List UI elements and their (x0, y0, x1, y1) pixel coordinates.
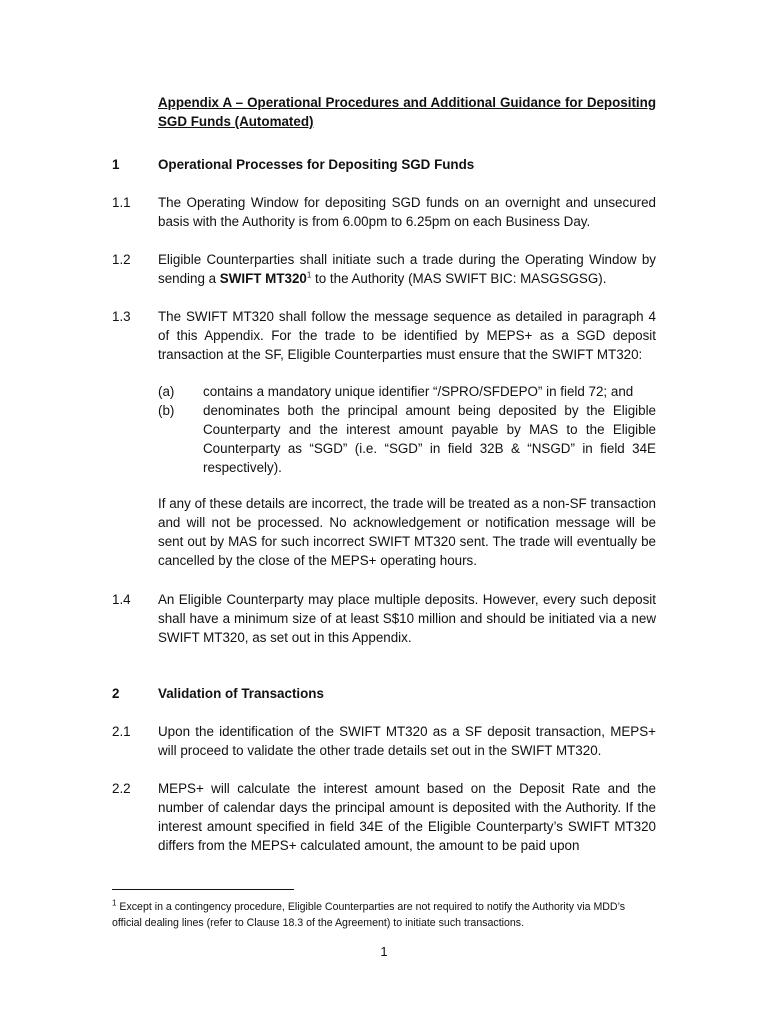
section-2-heading (112, 684, 656, 703)
footnote-reference: 1 (306, 270, 312, 280)
paragraph-text: An Eligible Counterparty may place multiple deposits. However, every such deposit shall have a minimum size of at least S$10 million and should be initiated via a new SWIFT MT320, as set out in this Appendix. (158, 592, 656, 645)
paragraph-2-1 (112, 722, 656, 760)
paragraph-text: Upon the identification of the SWIFT MT320 as a SF deposit transaction, MEPS+ will proceed to validate the other trade details set out in the SWIFT MT320. (158, 724, 656, 758)
paragraph-text-part: to the Authority (MAS SWIFT BIC: MASGSGSG). (311, 271, 607, 286)
footnote (112, 899, 652, 931)
paragraph-1-1 (112, 193, 656, 231)
paragraph-1-3 (112, 307, 656, 364)
section-title: Validation of Transactions (158, 686, 324, 701)
paragraph-number: 2.1 (112, 724, 131, 739)
footnote-mark: 1 (112, 898, 117, 908)
appendix-title: Appendix A – Operational Procedures and Additional Guidance for Depositing SGD Funds (Automated) (158, 95, 656, 129)
paragraph-text (158, 250, 656, 288)
paragraph-number: 1.4 (112, 592, 131, 607)
list-item-a (158, 382, 656, 401)
paragraph-text: The SWIFT MT320 shall follow the message sequence as detailed in paragraph 4 of this Appendix. For the trade to be identified by MEPS+ as a SGD deposit transaction at the SF, Eligible Counterparties must ensure that the SWIFT MT320: (158, 309, 656, 362)
footnote-text: Except in a contingency procedure, Eligible Counterparties are not required to notify the Authority via MDD’s official dealing lines (refer to Clause 18.3 of the Agreement) to initiate such transactions. (112, 901, 626, 929)
section-number: 1 (112, 157, 120, 172)
section-title: Operational Processes for Depositing SGD Funds (158, 157, 475, 172)
list-label: (a) (158, 384, 175, 399)
footnote-separator (112, 889, 294, 890)
paragraph-number: 2.2 (112, 781, 131, 796)
section-1-heading (112, 155, 656, 174)
paragraph-number: 1.3 (112, 309, 131, 324)
list-item-b (158, 401, 656, 477)
list-text: contains a mandatory unique identifier “/SPRO/SFDEPO” in field 72; and (203, 384, 634, 399)
paragraph-2-2 (112, 779, 656, 855)
paragraph-text-part: Eligible Counterparties shall initiate such a trade during the Operating Window by sending a (158, 252, 656, 286)
list-label: (b) (158, 403, 175, 418)
paragraph-1-2 (112, 250, 656, 288)
paragraph-number: 1.1 (112, 195, 131, 210)
swift-mt320-bold: SWIFT MT320 (219, 271, 307, 286)
paragraph-1-3-continuation: If any of these details are incorrect, the trade will be treated as a non-SF transaction and will not be processed. No acknowledgement or notification message will be sent out by MAS for such incorrect SWIFT MT320 sent. The trade will eventually be cancelled by the close of the MEPS+ operating hours. (158, 496, 656, 568)
paragraph-1-4 (112, 590, 656, 647)
paragraph-text: The Operating Window for depositing SGD funds on an overnight and unsecured basis with the Authority is from 6.00pm to 6.25pm on each Business Day. (158, 195, 656, 229)
paragraph-number: 1.2 (112, 252, 131, 267)
paragraph-text: MEPS+ will calculate the interest amount based on the Deposit Rate and the number of calendar days the principal amount is deposited with the Authority. If the interest amount specified in field 34E of the Eligible Counterparty’s SWIFT MT320 differs from the MEPS+ calculated amount, the amount to be paid upon (158, 781, 656, 853)
list-text: denominates both the principal amount being deposited by the Eligible Counterparty and the interest amount payable by MAS to the Eligible Counterparty as “SGD” (i.e. “SGD” in field 32B & “NSGD” in field 34E respectively). (203, 403, 656, 475)
page-number: 1 (380, 944, 388, 959)
section-number: 2 (112, 686, 120, 701)
